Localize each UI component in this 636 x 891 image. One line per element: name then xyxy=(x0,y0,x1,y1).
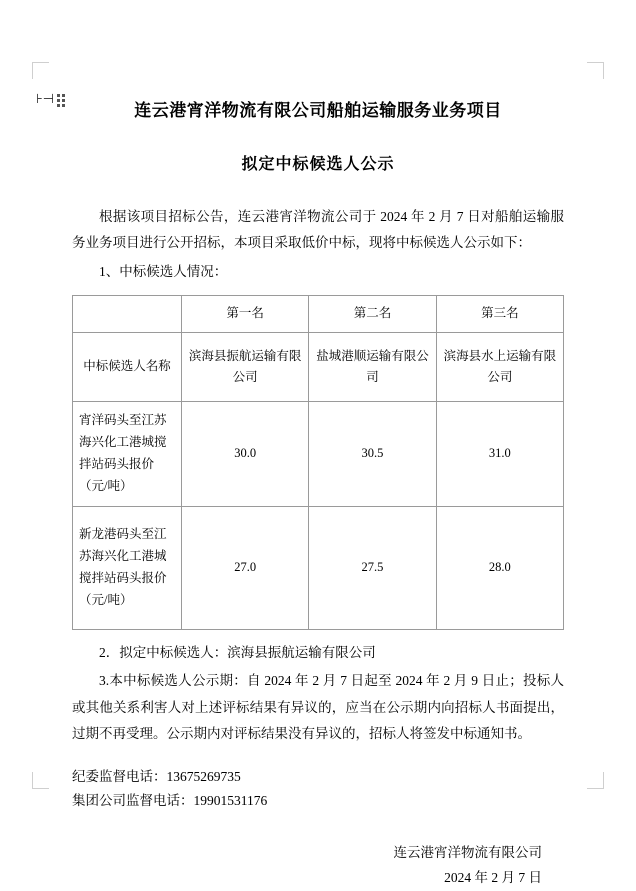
phone-group: 集团公司监督电话：19901531176 xyxy=(72,793,268,809)
cell-price2-1: 27.0 xyxy=(182,506,309,629)
row-label-price-route-1: 宵洋码头至江苏海兴化工港城搅拌站码头报价（元/吨） xyxy=(73,401,182,506)
table-header-rank-1: 第一名 xyxy=(182,295,309,332)
cell-name-2: 盐城港顺运输有限公司 xyxy=(309,332,436,401)
table-row xyxy=(73,332,564,401)
cell-price1-1: 30.0 xyxy=(182,401,309,506)
paragraph-intro: 根据该项目招标公告，连云港宵洋物流公司于 2024 年 2 月 7 日对船舶运输服务业务项目进行公开招标，本项目采取低价中标，现将中标候选人公示如下： xyxy=(72,209,564,251)
cell-price2-2: 27.5 xyxy=(309,506,436,629)
crop-mark-bottom-right xyxy=(587,772,604,789)
table-header-rank-3: 第三名 xyxy=(436,295,563,332)
paragraph-item-2: 2．拟定中标候选人：滨海县振航运输有限公司 xyxy=(99,644,376,660)
table-header-row xyxy=(73,295,564,332)
crop-mark-top-right xyxy=(587,62,604,79)
table-header-rank-2: 第二名 xyxy=(309,295,436,332)
signature-date: 2024 年 2 月 7 日 xyxy=(444,870,542,886)
page-subtitle: 拟定中标候选人公示 xyxy=(241,156,395,173)
row-label-candidate-name: 中标候选人名称 xyxy=(73,332,182,401)
candidates-table xyxy=(72,295,564,630)
table-header-blank xyxy=(73,295,182,332)
dot-grid-icon xyxy=(57,94,65,107)
supervision-phones xyxy=(72,765,564,814)
signer-name: 连云港宵洋物流有限公司 xyxy=(393,844,542,860)
marker-glyph: ⊦⊣ xyxy=(36,91,55,106)
document-content xyxy=(72,88,564,891)
page-title: 连云港宵洋物流有限公司船舶运输服务业务项目 xyxy=(134,101,502,120)
cell-price1-3: 31.0 xyxy=(436,401,563,506)
crop-mark-top-left xyxy=(32,62,49,79)
phone-discipline: 纪委监督电话：13675269735 xyxy=(72,769,241,785)
cell-name-1: 滨海县振航运输有限公司 xyxy=(182,332,309,401)
signature-block xyxy=(72,840,564,891)
cell-price2-3: 28.0 xyxy=(436,506,563,629)
page-marker xyxy=(36,92,65,107)
table-row xyxy=(73,401,564,506)
cell-price1-2: 30.5 xyxy=(309,401,436,506)
paragraph-item-3: 3.本中标候选人公示期：自 2024 年 2 月 7 日起至 2024 年 2 月 9 日止；投标人或其他关系利害人对上述评标结果有异议的，应当在公示期内向招标人书面提出，过期不再受理。公示期内对评标结果没有异议的，招标人将签发中标通知书。 xyxy=(72,673,564,741)
paragraph-item-1: 1、中标候选人情况： xyxy=(99,263,228,279)
crop-mark-bottom-left xyxy=(32,772,49,789)
cell-name-3: 滨海县水上运输有限公司 xyxy=(436,332,563,401)
row-label-price-route-2: 新龙港码头至江苏海兴化工港城搅拌站码头报价（元/吨） xyxy=(73,506,182,629)
table-row xyxy=(73,506,564,629)
